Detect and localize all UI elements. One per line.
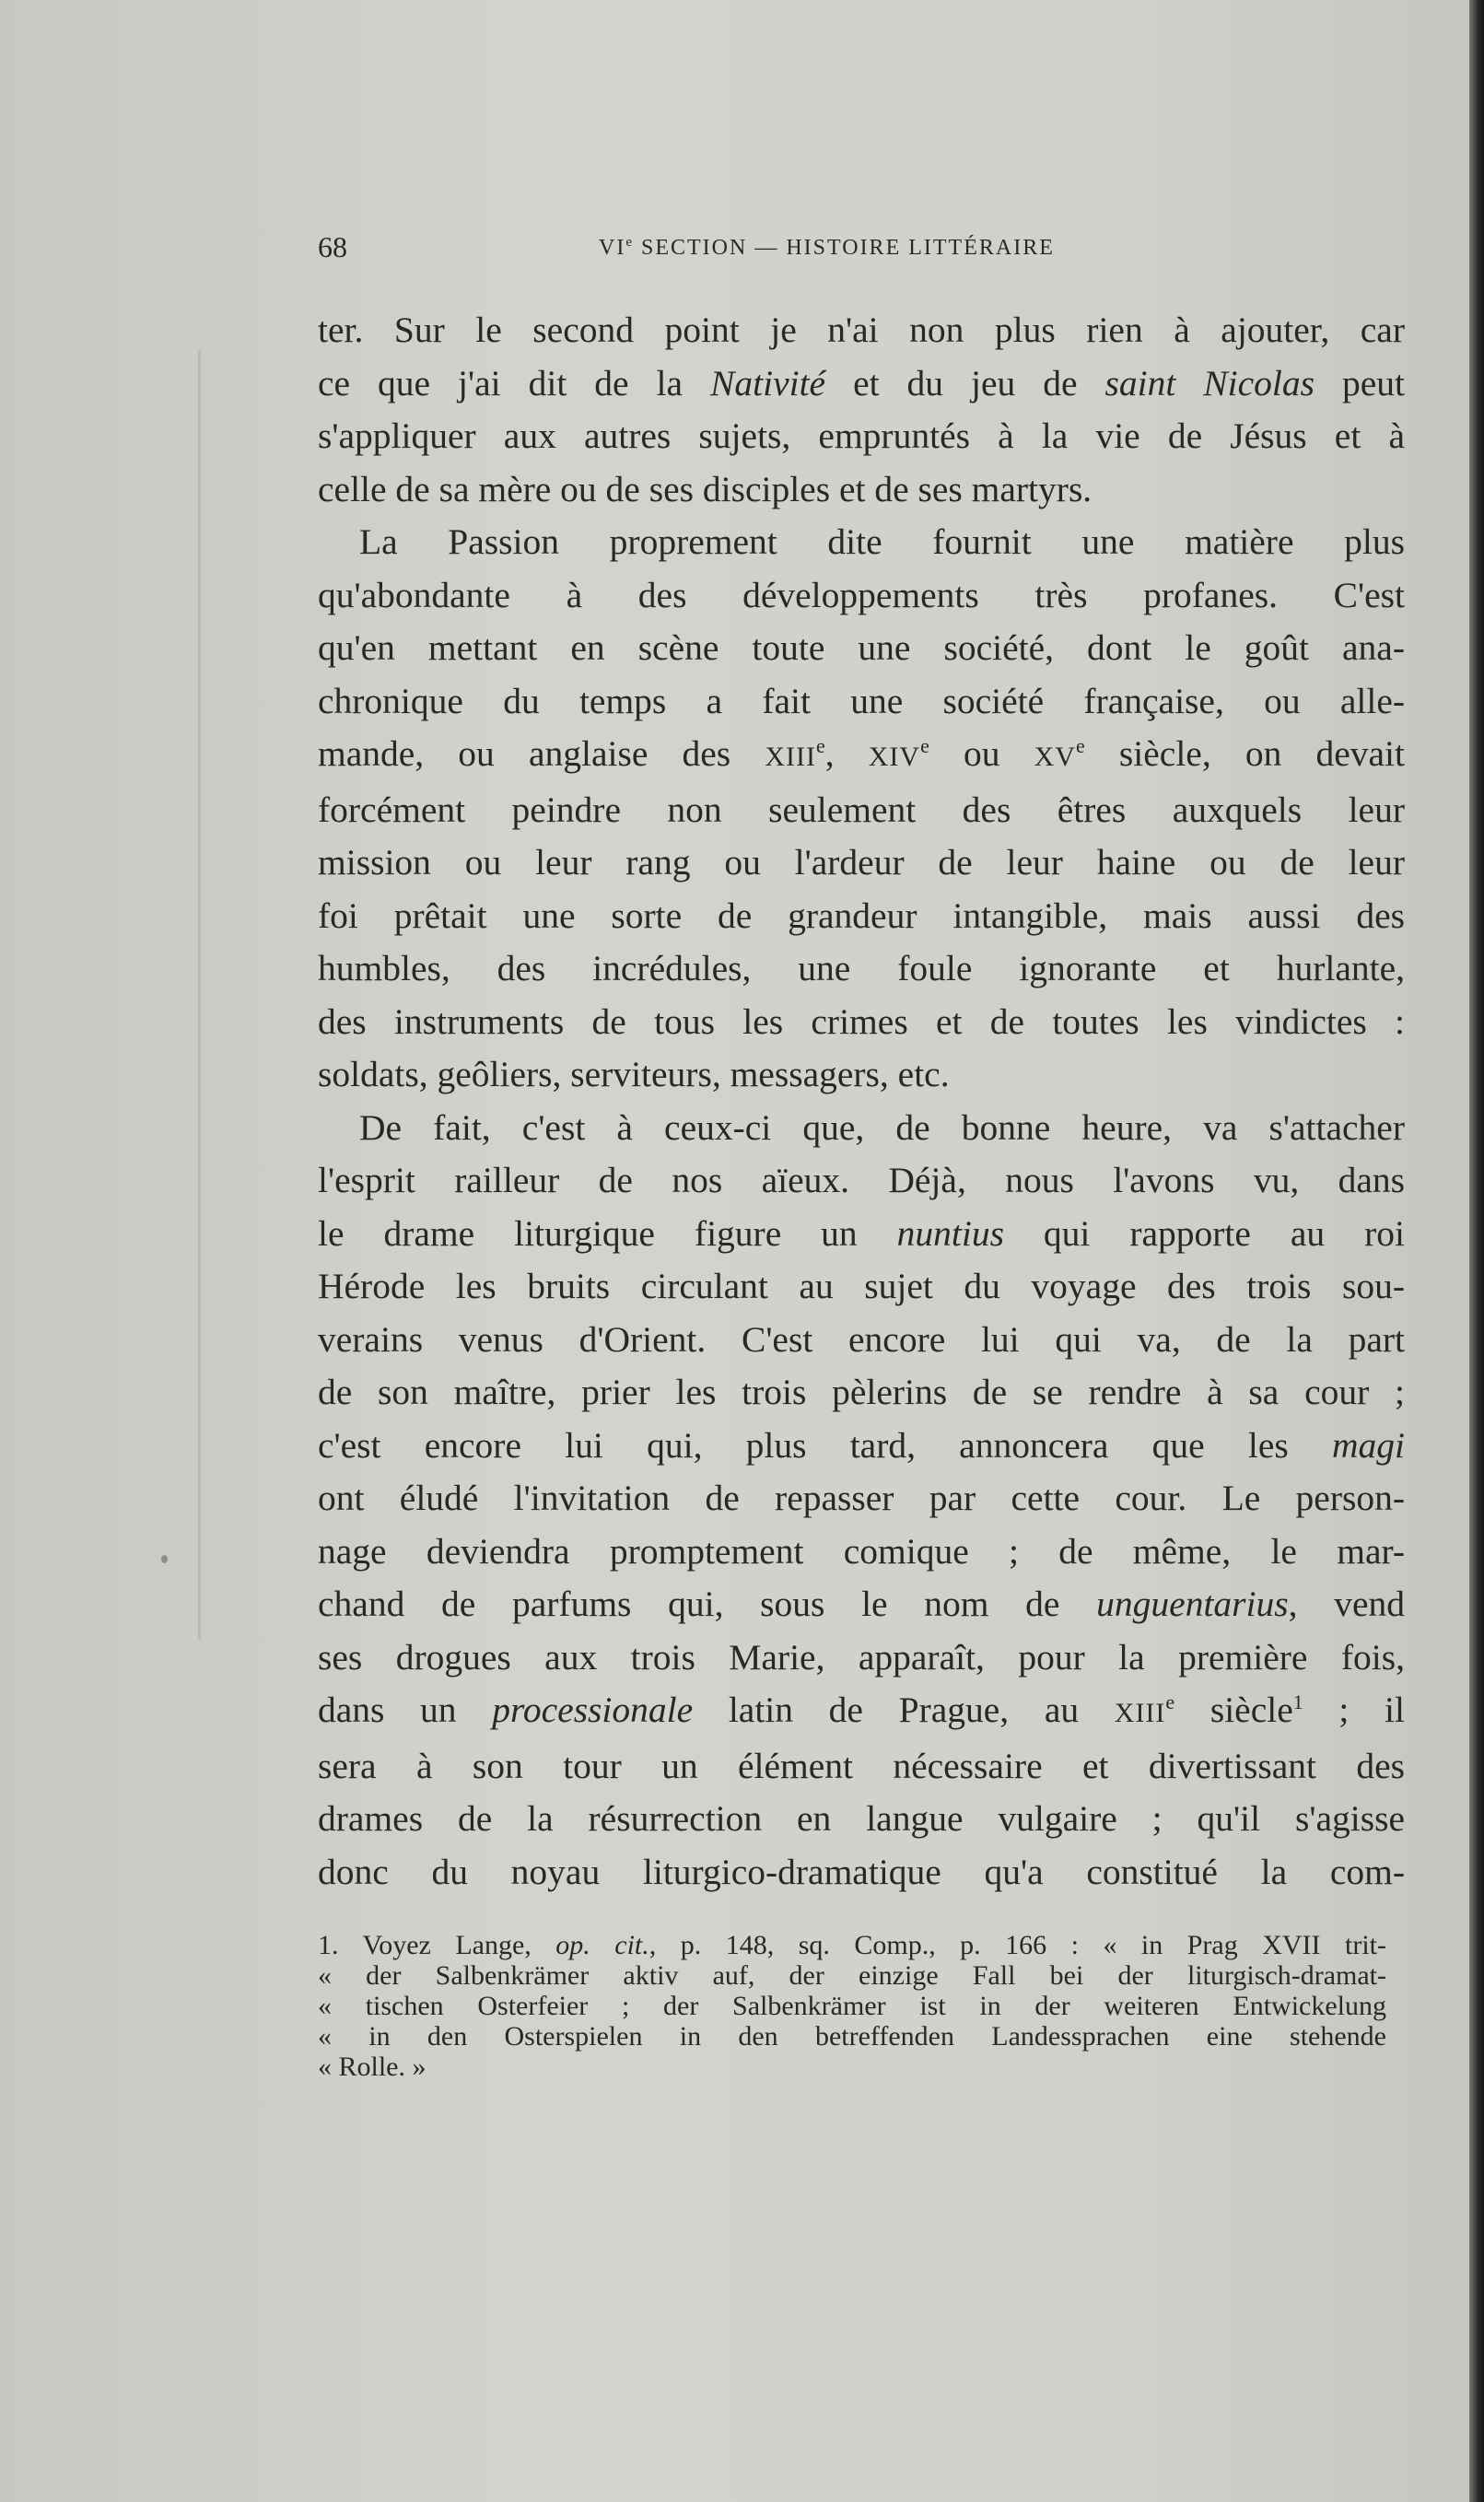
text-span: latin de Prague, au <box>693 1689 1115 1730</box>
text-line <box>318 1684 1405 1740</box>
text-line: verains venus d'Orient. C'est encore lui qui va, de la part <box>318 1318 1405 1360</box>
running-head <box>599 236 1055 261</box>
text-span: ou <box>929 733 1034 774</box>
footnote-line: « tischen Osterfeier ; der Salbenkrämer ist in der weiteren Entwickelung <box>318 1991 1386 2021</box>
text-line: s'appliquer aux autres sujets, empruntés à la vie de Jésus et à <box>318 415 1405 456</box>
text-span: ; il <box>1303 1689 1405 1730</box>
italic-span: op. cit. <box>555 1930 649 1960</box>
text-span: chand de parfums qui, sous le nom de <box>318 1584 1097 1624</box>
ink-spot <box>161 1555 168 1563</box>
page-fold-shadow <box>198 350 201 1640</box>
century-numeral: XIII <box>1114 1698 1166 1728</box>
italic-span: magi <box>1332 1424 1405 1466</box>
italic-span: Nativité <box>710 362 826 403</box>
century-numeral: XIII <box>765 742 816 772</box>
section-numeral: VI <box>599 236 626 260</box>
footnote <box>318 1930 1386 2082</box>
text-line: de son maître, prier les trois pèlerins de se rendre à sa cour ; <box>318 1372 1405 1412</box>
text-span: , <box>824 733 869 774</box>
text-line: De fait, c'est à ceux-ci que, de bonne heure, va s'attacher <box>359 1106 1405 1148</box>
text-line: humbles, des incrédules, une foule ignorante et hurlante, <box>318 948 1405 988</box>
text-line: donc du noyau liturgico-dramatique qu'a constitué la com- <box>318 1851 1405 1892</box>
text-span: c'est encore lui qui, plus tard, annoncera que les <box>318 1424 1332 1466</box>
text-line: l'esprit railleur de nos aïeux. Déjà, nous l'avons vu, dans <box>318 1160 1405 1200</box>
italic-span: saint Nicolas <box>1104 362 1315 403</box>
footnote-marker[interactable]: 1 <box>1292 1689 1303 1713</box>
text-span: , p. 148, sq. Comp., p. 166 : « in Prag XVII trit- <box>649 1930 1386 1960</box>
text-line: qu'abondante à des développements très profanes. C'est <box>318 574 1405 615</box>
footnote-line <box>318 1930 1386 1960</box>
italic-span: unguentarius <box>1096 1584 1289 1624</box>
numeral-sup: e <box>920 733 929 757</box>
section-title: SECTION — HISTOIRE LITTÉRAIRE <box>634 236 1055 260</box>
text-line: ont éludé l'invitation de repasser par cette cour. Le person- <box>318 1478 1405 1518</box>
text-line: nage deviendra promptement comique ; de même, le mar- <box>318 1530 1405 1572</box>
text-span: siècle, on devait <box>1084 733 1406 774</box>
text-span: et du jeu de <box>825 362 1105 403</box>
section-numeral-sup: e <box>625 235 634 250</box>
text-line <box>318 1578 1405 1631</box>
footnote-line: « der Salbenkrämer aktiv auf, der einzige Fall bei der liturgisch-dramat- <box>318 1960 1386 1991</box>
body-text <box>318 304 1405 1899</box>
text-span: dans un <box>318 1689 493 1730</box>
footnote-line: « in den Osterspielen in den betreffenden Landessprachen eine stehende <box>318 2021 1386 2052</box>
text-line: La Passion proprement dite fournit une matière plus <box>359 521 1405 562</box>
numeral-sup: e <box>1076 733 1085 757</box>
text-span: peut <box>1315 362 1405 403</box>
text-span: le drame liturgique figure un <box>318 1212 897 1254</box>
text-line: ter. Sur le second point je n'ai non plus rien à ajouter, car <box>318 310 1405 350</box>
text-line: soldats, geôliers, serviteurs, messagers, etc. <box>318 1054 950 1094</box>
text-line: foi prêtait une sorte de grandeur intangible, mais aussi des <box>318 894 1405 936</box>
page-edge-shadow <box>1469 0 1484 2502</box>
text-span: ce que j'ai dit de la <box>318 362 711 403</box>
text-span: 1. Voyez Lange, <box>318 1930 556 1960</box>
text-line <box>318 728 1405 784</box>
text-line: sera à son tour un élément nécessaire et divertissant des <box>318 1745 1405 1786</box>
page-number: 68 <box>318 230 347 263</box>
text-span: mande, ou anglaise des <box>318 733 765 774</box>
text-line: des instruments de tous les crimes et de toutes les vindictes : <box>318 1000 1405 1042</box>
numeral-sup: e <box>1165 1689 1175 1713</box>
italic-span: processionale <box>492 1689 694 1730</box>
text-line: Hérode les bruits circulant au sujet du voyage des trois sou- <box>318 1266 1405 1306</box>
text-line: chronique du temps a fait une société française, ou alle- <box>318 680 1405 721</box>
text-span: qui rapporte au roi <box>1003 1212 1405 1254</box>
text-line: drames de la résurrection en langue vulgaire ; qu'il s'agisse <box>318 1798 1405 1839</box>
text-line <box>318 1208 1405 1261</box>
text-line: mission ou leur rang ou l'ardeur de leur haine ou de leur <box>318 842 1405 883</box>
text-line: forcément peindre non seulement des êtres auxquels leur <box>318 789 1405 830</box>
numeral-sup: e <box>815 733 825 757</box>
text-line <box>318 357 1405 411</box>
italic-span: nuntius <box>896 1212 1004 1254</box>
century-numeral: XV <box>1034 742 1076 772</box>
text-line: celle de sa mère ou de ses disciples et de ses martyrs. <box>318 468 1093 509</box>
text-span: siècle <box>1174 1689 1293 1730</box>
footnote-line: « Rolle. » <box>318 2052 427 2082</box>
text-line: ses drogues aux trois Marie, apparaît, pour la première fois, <box>318 1636 1405 1678</box>
text-line: qu'en mettant en scène toute une société, dont le goût ana- <box>318 627 1405 668</box>
page-header <box>318 230 1414 276</box>
text-line <box>318 1420 1405 1473</box>
century-numeral: XIV <box>868 742 921 772</box>
text-span: , vend <box>1288 1584 1405 1624</box>
